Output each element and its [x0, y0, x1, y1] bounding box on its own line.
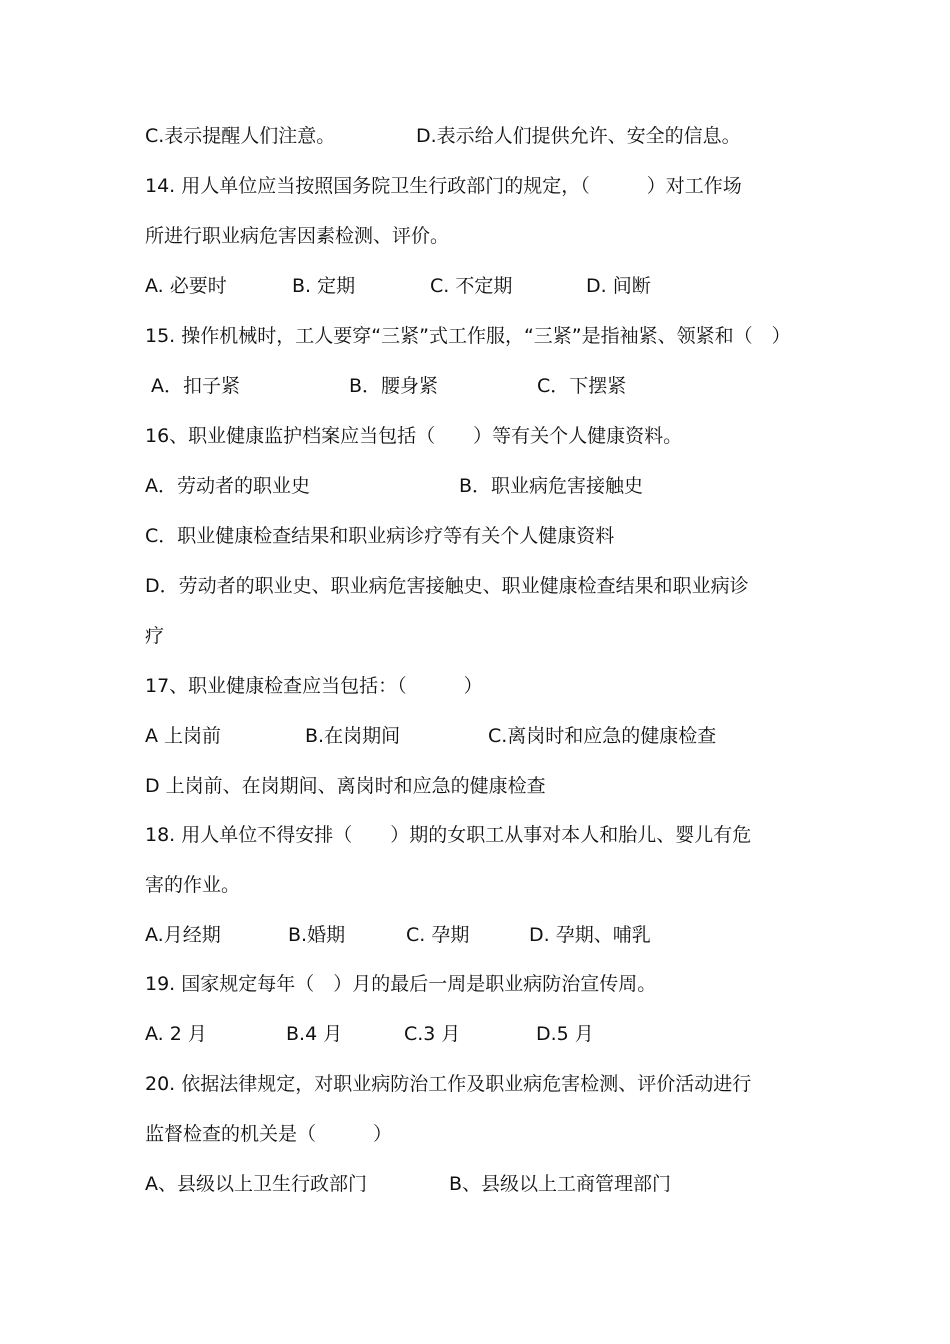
option-d-continued: 疗: [145, 625, 165, 647]
question-15-line-1: [145, 321, 791, 351]
option-d: D.5 月: [536, 1023, 594, 1045]
option-c: C．职业健康检查结果和职业病诊疗等有关个人健康资料: [145, 525, 615, 547]
question-text: 20. 依据法律规定，对职业病防治工作及职业病危害检测、评价活动进行: [145, 1073, 752, 1095]
question-19-options: [145, 1019, 594, 1049]
option-b: B、县级以上工商管理部门: [449, 1173, 672, 1195]
question-18-line-1: [145, 820, 752, 850]
question-15-options: [145, 371, 627, 401]
option-b: B. 定期: [292, 275, 356, 297]
option-b: B.在岗期间: [305, 725, 401, 747]
question-text: 18. 用人单位不得安排（ ）期的女职工从事对本人和胎儿、婴儿有危: [145, 824, 752, 846]
option-a: A 上岗前: [145, 725, 222, 747]
option-a: A. 必要时: [145, 275, 227, 297]
question-text: 所进行职业病危害因素检测、评价。: [145, 225, 450, 247]
option-c: C.表示提醒人们注意。: [145, 125, 336, 147]
option-c: C.3 月: [404, 1023, 461, 1045]
option-c: C. 孕期: [406, 924, 470, 946]
question-16-option-d-cont: [145, 621, 169, 651]
question-17-option-d: [145, 771, 546, 801]
question-text: 害的作业。: [145, 874, 241, 896]
question-text: 19. 国家规定每年（ ）月的最后一周是职业病防治宣传周。: [145, 973, 657, 995]
option-d: D.表示给人们提供允许、安全的信息。: [416, 125, 741, 147]
option-c: C．下摆紧: [537, 375, 627, 397]
question-20-options: [145, 1169, 672, 1199]
question-text: 15. 操作机械时，工人要穿“三紧”式工作服，“三紧”是指袖紧、领紧和（ ）: [145, 325, 791, 347]
question-16-option-d: [145, 571, 749, 601]
question-16-option-c: [145, 521, 615, 551]
question-16-line-1: [145, 421, 683, 451]
question-text: 17、职业健康检查应当包括：（ ）: [145, 675, 483, 697]
option-b: B．职业病危害接触史: [459, 475, 644, 497]
option-a: A．劳动者的职业史: [145, 475, 310, 497]
option-a: A．扣子紧: [145, 375, 241, 397]
question-17-options-a-c: [145, 721, 717, 751]
option-b: B.4 月: [286, 1023, 343, 1045]
question-text: 14. 用人单位应当按照国务院卫生行政部门的规定，（ ）对工作场: [145, 175, 742, 197]
question-16-options-a-b: [145, 471, 644, 501]
question-14-line-2: [145, 221, 450, 251]
question-text: 16、职业健康监护档案应当包括（ ）等有关个人健康资料。: [145, 425, 683, 447]
question-18-line-2: [145, 870, 241, 900]
option-d: D 上岗前、在岗期间、离岗时和应急的健康检查: [145, 775, 546, 797]
option-c: C. 不定期: [430, 275, 513, 297]
question-14-options: [145, 271, 651, 301]
option-a: A、县级以上卫生行政部门: [145, 1173, 367, 1195]
option-d: D. 孕期、哺乳: [529, 924, 651, 946]
question-20-line-1: [145, 1069, 752, 1099]
option-a: A.月经期: [145, 924, 221, 946]
option-d: D．劳动者的职业史、职业病危害接触史、职业健康检查结果和职业病诊: [145, 575, 749, 597]
option-c: C.离岗时和应急的健康检查: [488, 725, 717, 747]
question-18-options: [145, 920, 651, 950]
question-14-line-1: [145, 171, 742, 201]
option-b: B．腰身紧: [349, 375, 439, 397]
question-20-line-2: [145, 1119, 393, 1149]
option-a: A. 2 月: [145, 1023, 207, 1045]
option-d: D. 间断: [586, 275, 651, 297]
option-b: B.婚期: [288, 924, 346, 946]
text-line-option-c-d: [145, 121, 741, 151]
question-17-line-1: [145, 671, 483, 701]
question-text: 监督检查的机关是（ ）: [145, 1123, 393, 1145]
question-19-line-1: [145, 969, 657, 999]
